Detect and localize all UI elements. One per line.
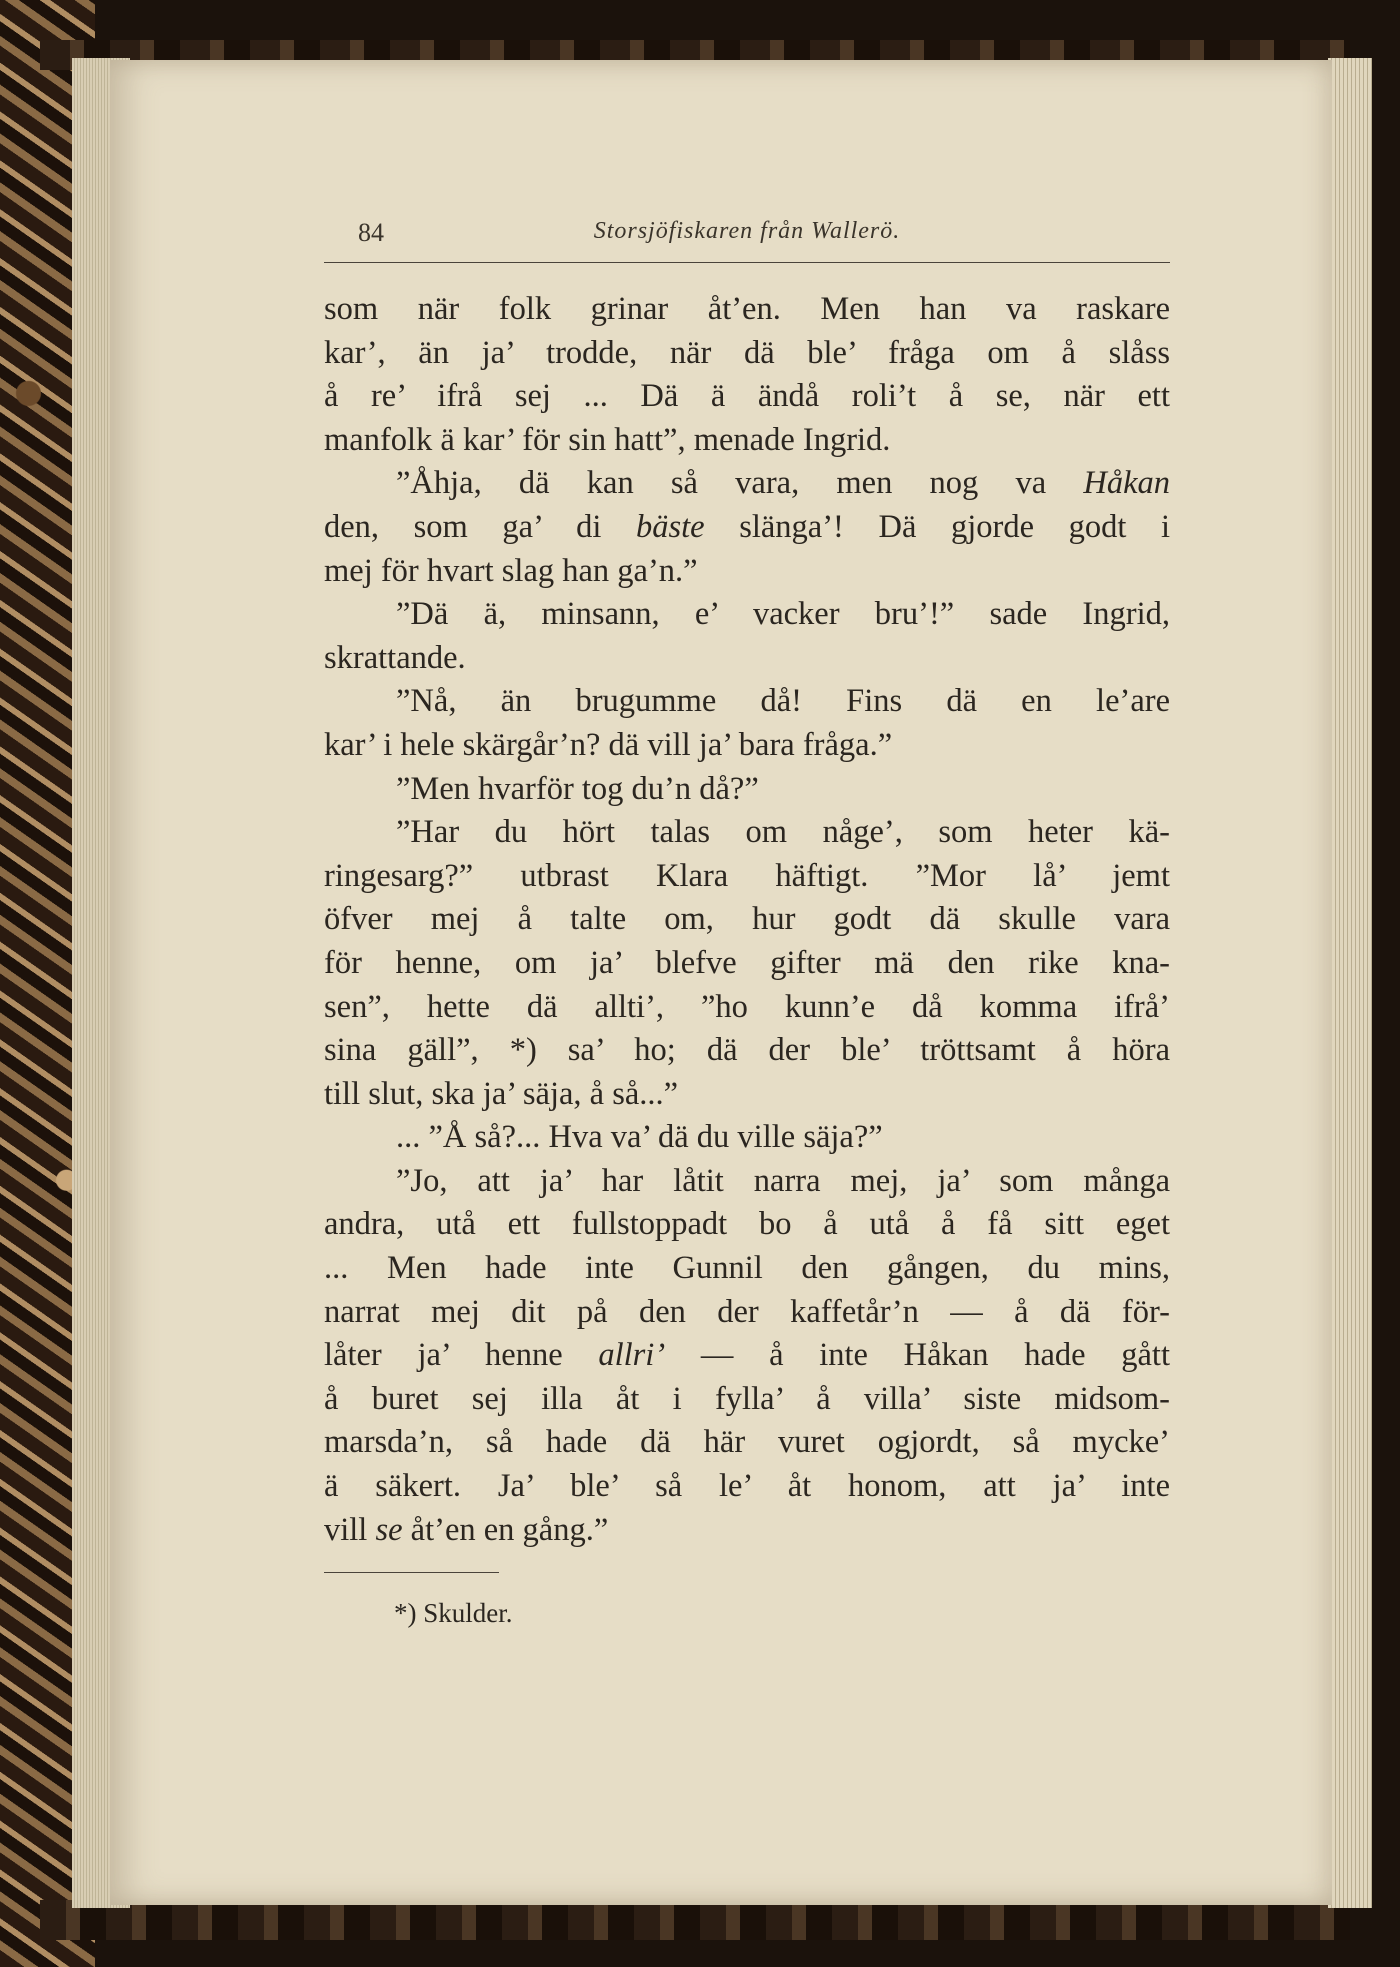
text-line: sina gäll”, *) sa’ ho; dä der ble’ tröttsamt å höra	[324, 1032, 1170, 1069]
text-line: som när folk grinar åt’en. Men han va raskare	[324, 291, 1170, 327]
text-line: ”Åhja, dä kan så vara, men nog va Håkan	[396, 465, 1170, 502]
text-line: kar’ i hele skärgår’n? dä vill ja’ bara fråga.”	[324, 726, 893, 763]
text-line: å buret sej illa åt i fylla’ å villa’ siste midsom-	[324, 1380, 1170, 1417]
text-line: kar’, än ja’ trodde, när dä ble’ fråga om å slåss	[324, 334, 1170, 371]
footnote-rule	[324, 1572, 499, 1573]
text-line: öfver mej å talte om, hur godt dä skulle vara	[324, 901, 1170, 938]
text-line: manfolk ä kar’ för sin hatt”, menade Ingrid.	[324, 421, 891, 458]
text-line: skrattande.	[324, 639, 466, 676]
text-line: ”Har du hört talas om någe’, som heter kä-	[396, 814, 1170, 851]
page-stack-right	[1328, 58, 1372, 1908]
book-cover-bottom-edge	[40, 1900, 1350, 1940]
text-line: för henne, om ja’ blefve gifter mä den rike kna-	[324, 944, 1170, 981]
text-line: ”Dä ä, minsann, e’ vacker bru’!” sade Ingrid,	[396, 596, 1170, 633]
text-line: ... Men hade inte Gunnil den gången, du mins,	[324, 1250, 1170, 1287]
text-line: till slut, ska ja’ säja, å så...”	[324, 1075, 679, 1112]
text-line: å re’ ifrå sej ... Dä ä ändå roli’t å se, när ett	[324, 378, 1170, 415]
running-head	[324, 218, 1170, 258]
text-line: narrat mej dit på den der kaffetår’n — å dä för-	[324, 1293, 1170, 1330]
text-line: ... ”Å så?... Hva va’ dä du ville säja?”	[396, 1119, 883, 1156]
text-line: mej för hvart slag han ga’n.”	[324, 552, 698, 589]
running-title: Storsjöfiskaren från Wallerö.	[593, 218, 901, 244]
text-line: ”Men hvarför tog du’n då?”	[396, 770, 759, 807]
text-line: den, som ga’ di bäste slänga’! Dä gjorde godt i	[324, 508, 1171, 545]
body-text	[324, 288, 1170, 1552]
text-line: marsda’n, så hade dä här vuret ogjordt, så mycke’	[324, 1424, 1170, 1461]
footnote: *) Skulder.	[394, 1598, 513, 1628]
text-line: låter ja’ henne allri’ — å inte Håkan hade gått	[324, 1337, 1170, 1374]
text-line: sen”, hette dä allti’, ”ho kunn’e då komma ifrå’	[324, 988, 1170, 1025]
text-line: ringesarg?” utbrast Klara häftigt. ”Mor lå’ jemt	[324, 857, 1170, 894]
page-number: 84	[358, 218, 384, 247]
text-line: andra, utå ett fullstoppadt bo å utå å få sitt eget	[324, 1206, 1170, 1243]
text-line: vill se åt’en en gång.”	[324, 1511, 609, 1548]
header-rule	[324, 262, 1170, 263]
text-line: ”Nå, än brugumme då! Fins dä en le’are	[396, 683, 1170, 720]
text-line: ä säkert. Ja’ ble’ så le’ åt honom, att ja’ inte	[324, 1468, 1170, 1505]
text-line: ”Jo, att ja’ har låtit narra mej, ja’ som många	[396, 1162, 1170, 1199]
